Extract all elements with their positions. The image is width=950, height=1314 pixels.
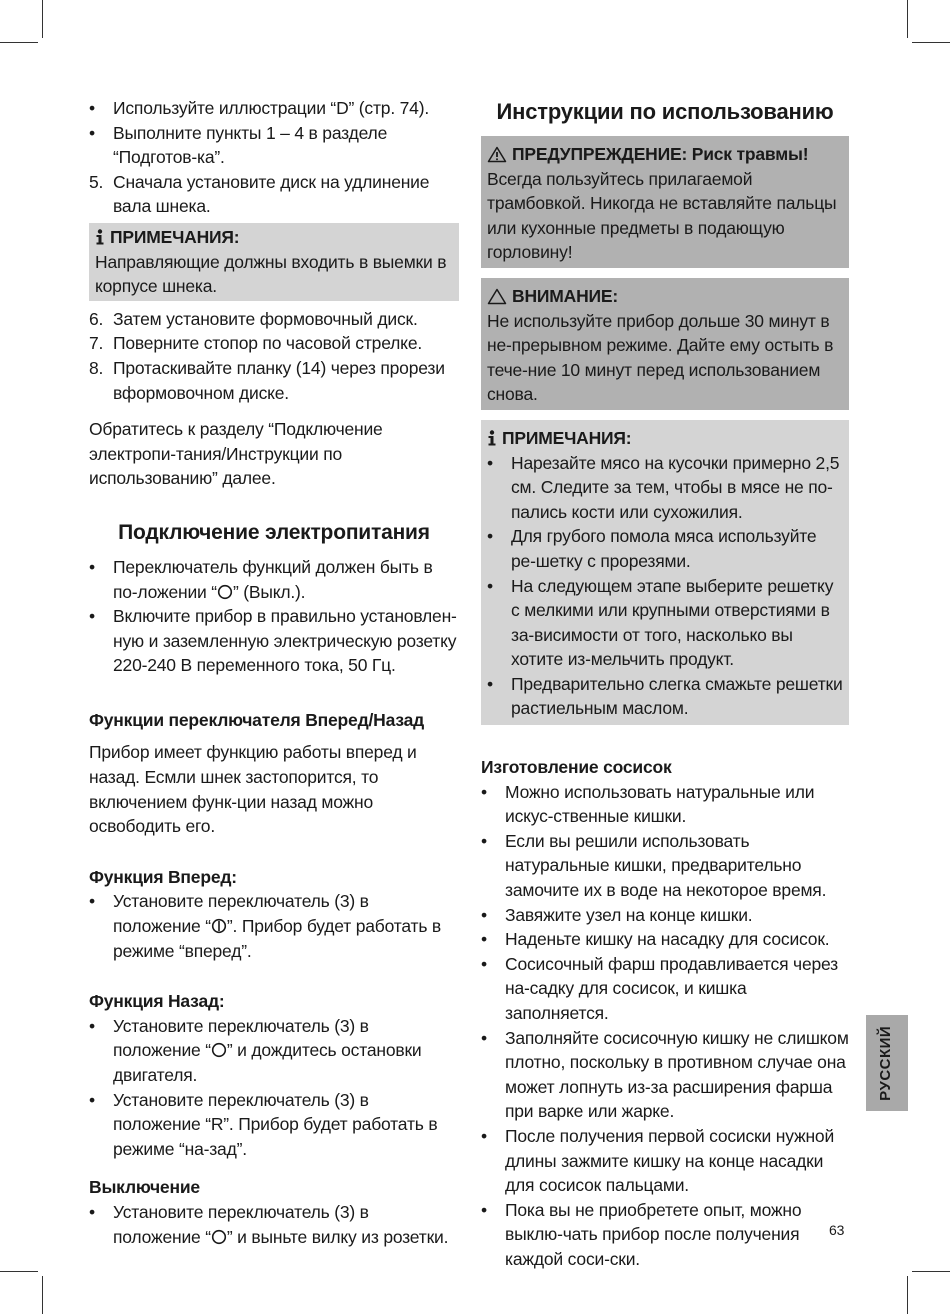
warning-triangle-icon (487, 146, 507, 163)
forward-bullets (89, 889, 459, 963)
crop-mark (0, 1271, 38, 1272)
forward-reverse-paragraph: Прибор имеет функцию работы вперед и назад. Есмли шнек застопорится, то включением функ-ции назад можно освободить его. (89, 742, 417, 837)
warning-title: ПРЕДУПРЕЖДЕНИЕ: Риск травмы! (487, 142, 843, 167)
caution-title: ВНИМАНИЕ: (487, 284, 843, 309)
step-list (89, 170, 459, 219)
language-tab (866, 1015, 908, 1111)
left-column (89, 96, 459, 1249)
list-item: • Завяжите узел на конце кишки. (481, 903, 849, 928)
list-item: • Установите переключатель (3) в положение “ ” и дождитесь остановки двигателя. (89, 1014, 459, 1088)
caution-box (481, 278, 849, 410)
warning-box (481, 136, 849, 268)
crop-mark (912, 42, 950, 43)
note-title: ПРИМЕЧАНИЯ: (95, 225, 453, 250)
section-heading-instructions: Инструкции по использованию (496, 99, 834, 124)
power-off-symbol-icon (211, 1229, 227, 1245)
step-number: 5. (89, 171, 104, 192)
list-item: • Выполните пункты 1 – 4 в разделе “Подготов-ка”. (89, 121, 459, 170)
page-number: 63 (829, 1222, 845, 1238)
list-item: • После получения первой сосиски нужной длины зажмите кишку на конце насадки для сосисок пальцами. (481, 1124, 849, 1198)
crop-mark (912, 1271, 950, 1272)
section-heading-forward-reverse: Функции переключателя Вперед/Назад (89, 709, 425, 730)
list-item: • Переключатель функций должен быть в по-ложении “ ” (Выкл.). (89, 555, 459, 604)
list-item: • Используйте иллюстрации “D” (стр. 74). (89, 96, 459, 121)
crop-mark (0, 42, 38, 43)
refer-paragraph: Обратитесь к разделу “Подключение электропи-тания/Инструкции по использованию” далее. (89, 419, 383, 489)
list-item: • Можно использовать натуральные или искус-ственные кишки. (481, 780, 849, 829)
sausage-list (481, 780, 849, 1272)
info-icon (95, 229, 105, 245)
note-box (89, 223, 459, 301)
notes-box (481, 420, 849, 725)
right-column (481, 96, 849, 1272)
list-item: • Включите прибор в правильно установлен-ную и заземленную электрическую розетку 220-240 В переменного тока, 50 Гц. (89, 604, 459, 678)
caution-text: Не используйте прибор дольше 30 минут в не-прерывном режиме. Дайте ему остыть в тече-ние 10 минут перед использованием снова. (487, 310, 834, 405)
notes-title: ПРИМЕЧАНИЯ: (487, 426, 843, 451)
warning-text: Всегда пользуйтесь прилагаемой трамбовкой. Никогда не вставляйте пальцы или кухонные предметы в подающую горловину! (487, 168, 837, 263)
list-item: • Заполняйте сосисочную кишку не слишком плотно, поскольку в противном случае она может лопнуть из-за расширения фарша при варке или жарке. (481, 1026, 849, 1124)
caution-triangle-icon (487, 288, 507, 305)
section-heading-forward: Функция Вперед: (89, 866, 237, 887)
note-text: Направляющие должны входить в выемки в корпусе шнека. (95, 251, 447, 297)
list-item: 7. Поверните стопор по часовой стрелке. (89, 333, 423, 354)
list-item: • Установите переключатель (3) в положение “ ” и выньте вилку из розетки. (89, 1200, 459, 1249)
power-off-symbol-icon (217, 584, 233, 600)
language-tab-label: РУССКИЙ (877, 1025, 895, 1101)
list-item: 8. Протаскивайте планку (14) через прорези вформовочном диске. (89, 357, 445, 403)
crop-mark (907, 0, 908, 38)
list-item: • На следующем этапе выберите решетку с мелкими или крупными отверстиями в за-висимости от того, насколько вы хотите из-мельчить продукт. (487, 574, 843, 672)
power-bullets (89, 555, 459, 678)
power-on-symbol-icon (211, 918, 227, 934)
list-item: • Если вы решили использовать натуральные кишки, предварительно замочите их в воде на некоторое время. (481, 829, 849, 903)
crop-mark (42, 0, 43, 38)
step-list (89, 307, 459, 405)
crop-mark (907, 1276, 908, 1314)
list-item: • Пока вы не приобретете опыт, можно выклю-чать прибор после получения каждой соси-ски. (481, 1198, 849, 1272)
off-bullets (89, 1200, 459, 1249)
crop-mark (42, 1276, 43, 1314)
step-text: Сначала установите диск на удлинение вала шнека. (113, 171, 430, 217)
list-item: • Для грубого помола мяса используйте ре-шетку с прорезями. (487, 524, 843, 573)
notes-list (487, 451, 843, 722)
info-icon (487, 430, 497, 446)
section-heading-power: Подключение электропитания (118, 520, 430, 544)
reverse-bullets (89, 1014, 459, 1162)
power-off-symbol-icon (211, 1042, 227, 1058)
list-item: • Наденьте кишку на насадку для сосисок. (481, 927, 849, 952)
list-item: 6. Затем установите формовочный диск. (89, 308, 418, 329)
list-item: • Установите переключатель (3) в положение “R”. Прибор будет работать в режиме “на-зад”. (89, 1088, 459, 1162)
section-heading-sausage: Изготовление сосисок (481, 757, 672, 778)
section-heading-off: Выключение (89, 1177, 200, 1198)
section-heading-reverse: Функция Назад: (89, 991, 225, 1012)
list-item: • Нарезайте мясо на кусочки примерно 2,5 см. Следите за тем, чтобы в мясе не по-пались кости или сухожилия. (487, 451, 843, 525)
list-item (89, 170, 459, 219)
list-item: • Установите переключатель (3) в положение “ ”. Прибор будет работать в режиме “вперед”. (89, 889, 459, 963)
intro-bullets (89, 96, 459, 170)
list-item: • Сосисочный фарш продавливается через на-садку для сосисок, и кишка заполняется. (481, 952, 849, 1026)
list-item: • Предварительно слегка смажьте решетки растиельным маслом. (487, 672, 843, 721)
